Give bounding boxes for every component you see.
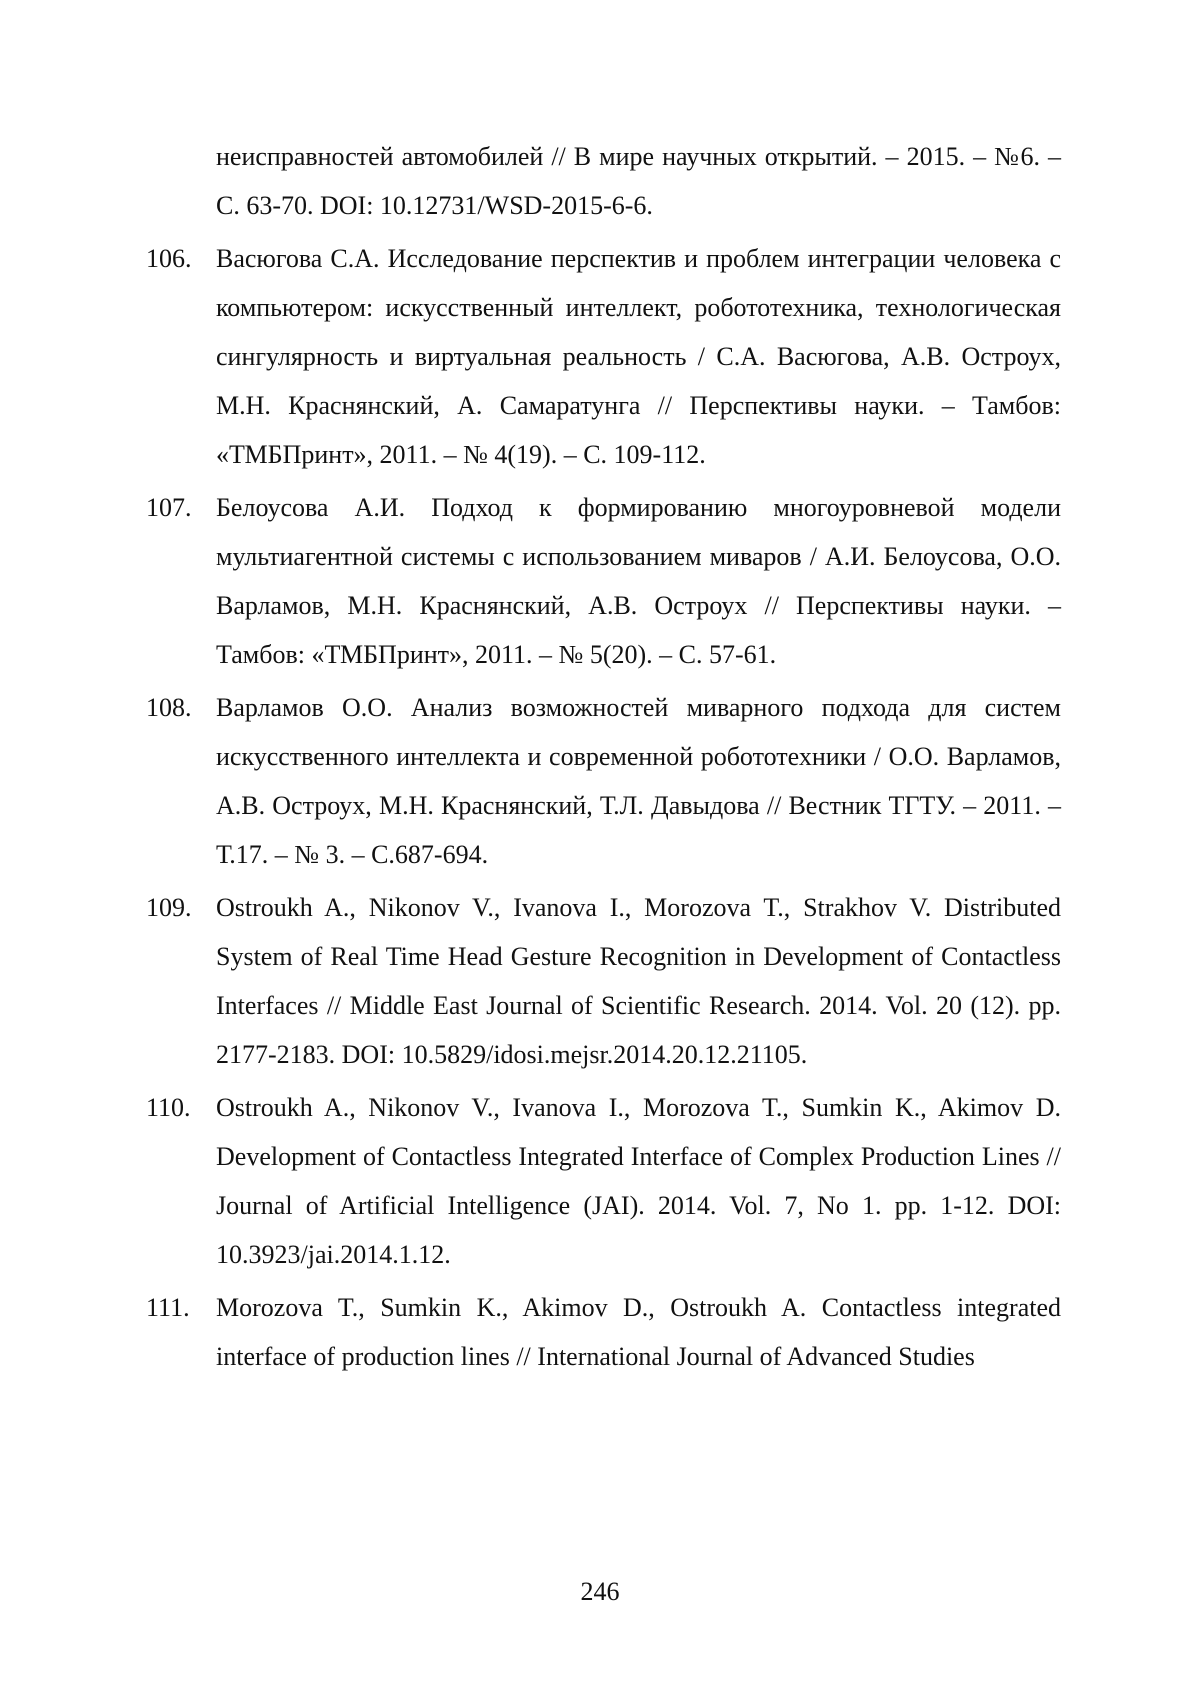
reference-number: 109. <box>146 893 192 922</box>
reference-number: 111. <box>146 1293 190 1322</box>
reference-text: Варламов О.О. Анализ возможностей миварного подхода для систем искусственного интеллекта и современной робототехники / О.О. Варламов, А.В. Остроух, М.Н. Краснянский, Т.Л. Давыдова // Вестник ТГТУ. – 2011. – Т.17. – № 3. – С.687-694. <box>216 693 1061 869</box>
reference-number: 108. <box>146 693 192 722</box>
reference-text: Morozova T., Sumkin K., Akimov D., Ostroukh A. Contactless integrated interface of production lines // International Journal of Advanced Studies <box>216 1293 1061 1371</box>
reference-text: Ostroukh A., Nikonov V., Ivanova I., Morozova T., Strakhov V. Distributed System of Real Time Head Gesture Recognition in Development of Contactless Interfaces // Middle East Journal of Scientific Research. 2014. Vol. 20 (12). pp. 2177-2183. DOI: 10.5829/idosi.mejsr.2014.20.12.21105. <box>216 893 1061 1069</box>
reference-number: 110. <box>146 1093 191 1122</box>
reference-text: Васюгова С.А. Исследование перспектив и проблем интеграции человека с компьютером: искусственный интеллект, робототехника, технологическая сингулярность и виртуальная реальность / С.А. Васюгова, А.В. Остроух, М.Н. Краснянский, А. Самаратунга // Перспективы науки. – Тамбов: «ТМБПринт», 2011. – № 4(19). – С. 109-112. <box>216 244 1061 469</box>
reference-item-107 <box>0 483 1200 679</box>
reference-item-109 <box>0 883 1200 1079</box>
reference-item-110 <box>0 1083 1200 1279</box>
reference-text: Белоусова А.И. Подход к формированию многоуровневой модели мультиагентной системы с использованием миваров / А.И. Белоусова, О.О. Варламов, М.Н. Краснянский, А.В. Остроух // Перспективы науки. – Тамбов: «ТМБПринт», 2011. – № 5(20). – С. 57-61. <box>216 493 1061 669</box>
reference-list <box>0 132 1200 1385</box>
reference-text: неисправностей автомобилей // В мире научных открытий. – 2015. – №6. – С. 63-70. DOI: 10.12731/WSD-2015-6-6. <box>216 142 1061 220</box>
reference-number: 106. <box>146 244 192 273</box>
reference-item-111 <box>0 1283 1200 1381</box>
reference-text: Ostroukh A., Nikonov V., Ivanova I., Morozova T., Sumkin K., Akimov D. Development of Contactless Integrated Interface of Complex Production Lines // Journal of Artificial Intelligence (JAI). 2014. Vol. 7, No 1. pp. 1-12. DOI: 10.3923/jai.2014.1.12. <box>216 1093 1061 1269</box>
reference-number: 107. <box>146 493 192 522</box>
reference-item-continued <box>0 132 1200 230</box>
page-number: 246 <box>580 1577 620 1606</box>
reference-item-106 <box>0 234 1200 479</box>
reference-item-108 <box>0 683 1200 879</box>
